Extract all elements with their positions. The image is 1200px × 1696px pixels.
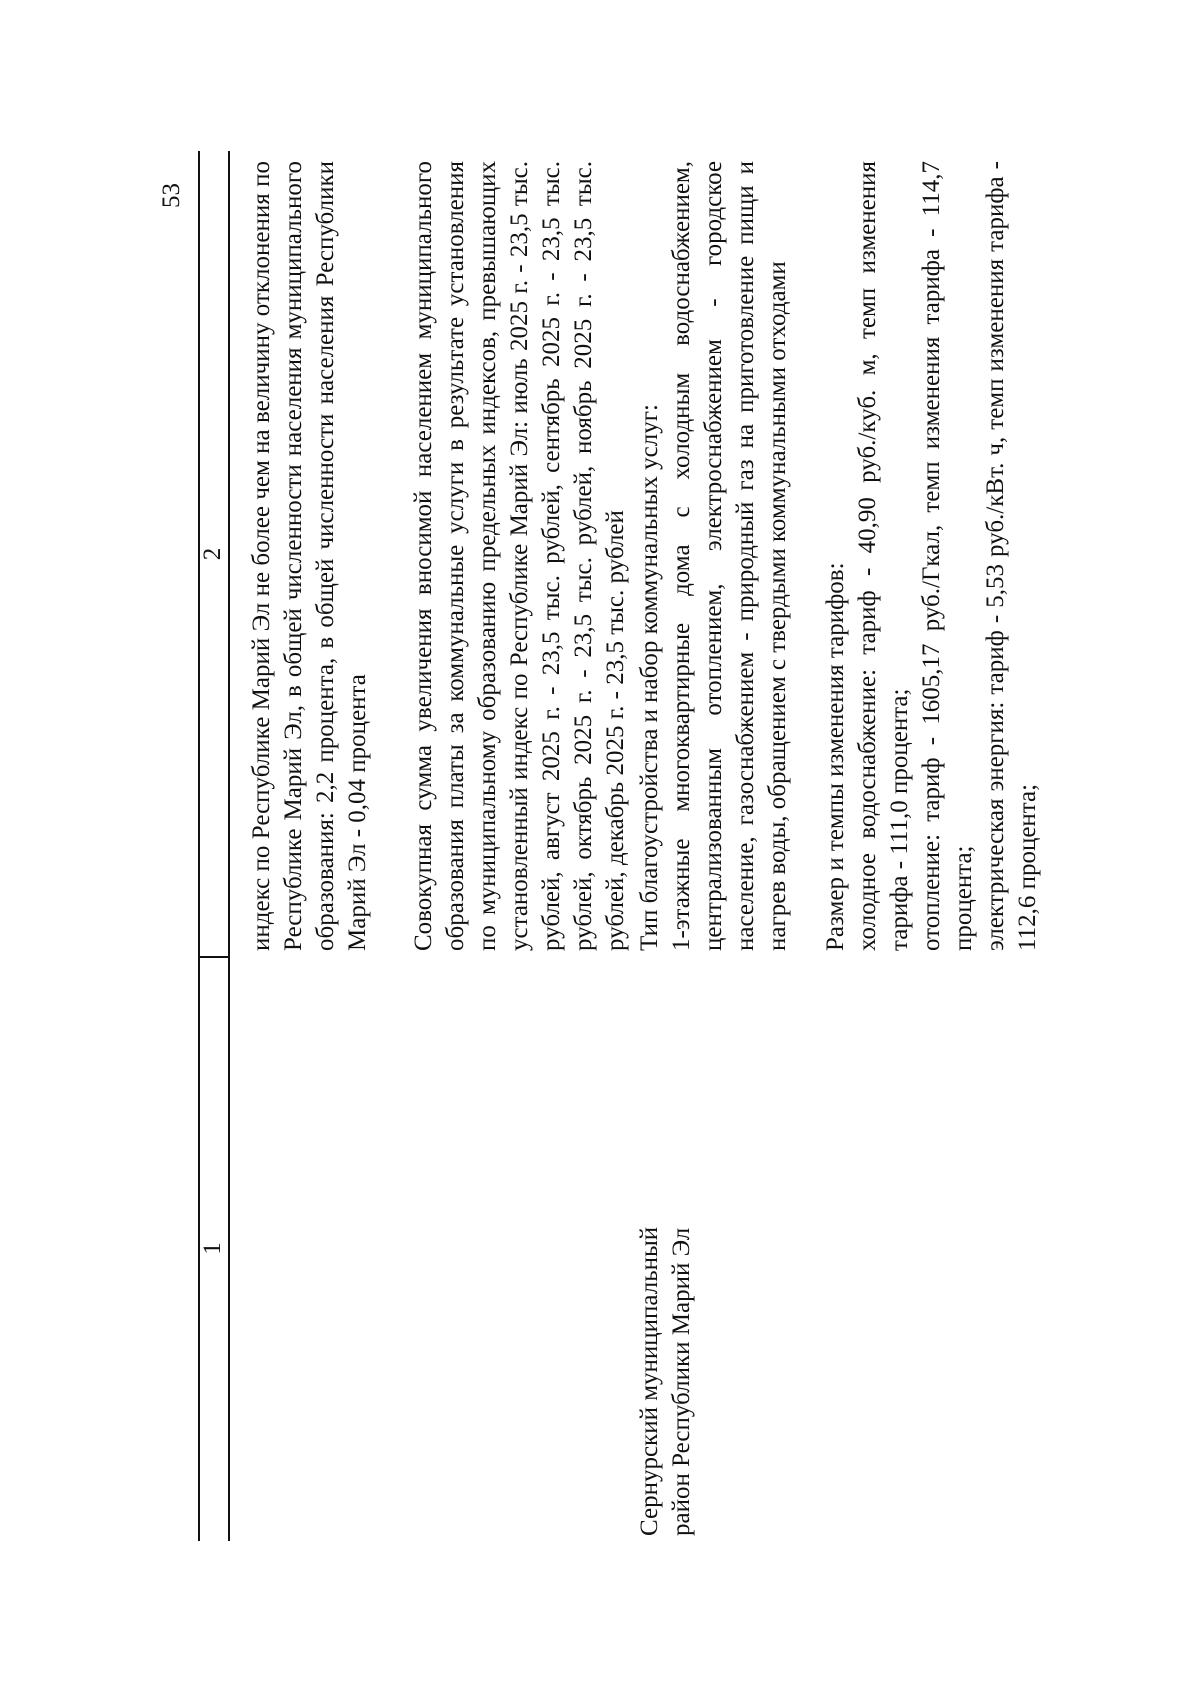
paragraph-total-increase: Совокупная сумма увеличения вносимой населением муниципального образования платы за коммунальные услуги в результате установления по муниципальному образованию предельных индексов, превышающих установленный индекс по Республике Марий Эл: июль 2025 г. - 23,5 тыс. рублей, август 2025 г. - 23,5 тыс. рублей, сентябрь 2025 г. - 23,5 тыс. рублей, октябрь 2025 г. - 23,5 тыс. рублей, ноябрь 2025 г. - 23,5 тыс. рублей, декабрь 2025 г. - 23,5 тыс. рублей: [410, 161, 629, 951]
column-header-2: 2: [199, 547, 226, 561]
paragraph-deviation: индекс по Республике Марий Эл не более чем на величину отклонения по Республике Марий Эл, в общей численности населения муниципального образования: 2,2 процента, в общей численности населения Республики Марий Эл - 0,04 процента: [248, 161, 371, 951]
page-number: 53: [158, 183, 185, 208]
municipality-label: Сернурский муниципальный район Республики Марий Эл: [636, 1226, 695, 1536]
header-bottom-rule: [228, 151, 230, 1541]
column-divider: [198, 956, 230, 958]
paragraph-tariffs: Размер и темпы изменения тарифов: холодное водоснабжение: тариф - 40,90 руб./куб. м, темп изменения тарифа - 111,0 процента; отопление: тариф - 1605,17 руб./Гкал, темп изменения тарифа - 114,7 процента; электрическая энергия: тариф - 5,53 руб./кВт. ч, темп изменения тарифа - 112,6 процента;: [822, 161, 1041, 951]
paragraph-utility-type: Тип благоустройства и набор коммунальных услуг: 1-этажные многоквартирные дома с холодным водоснабжением, централизованным отоплением, электроснабжением - городское население, газоснабжением - природный газ на приготовление пищи и нагрев воды, обращением с твердыми коммунальными отходами: [636, 161, 791, 951]
column-header-1: 1: [199, 1242, 226, 1255]
